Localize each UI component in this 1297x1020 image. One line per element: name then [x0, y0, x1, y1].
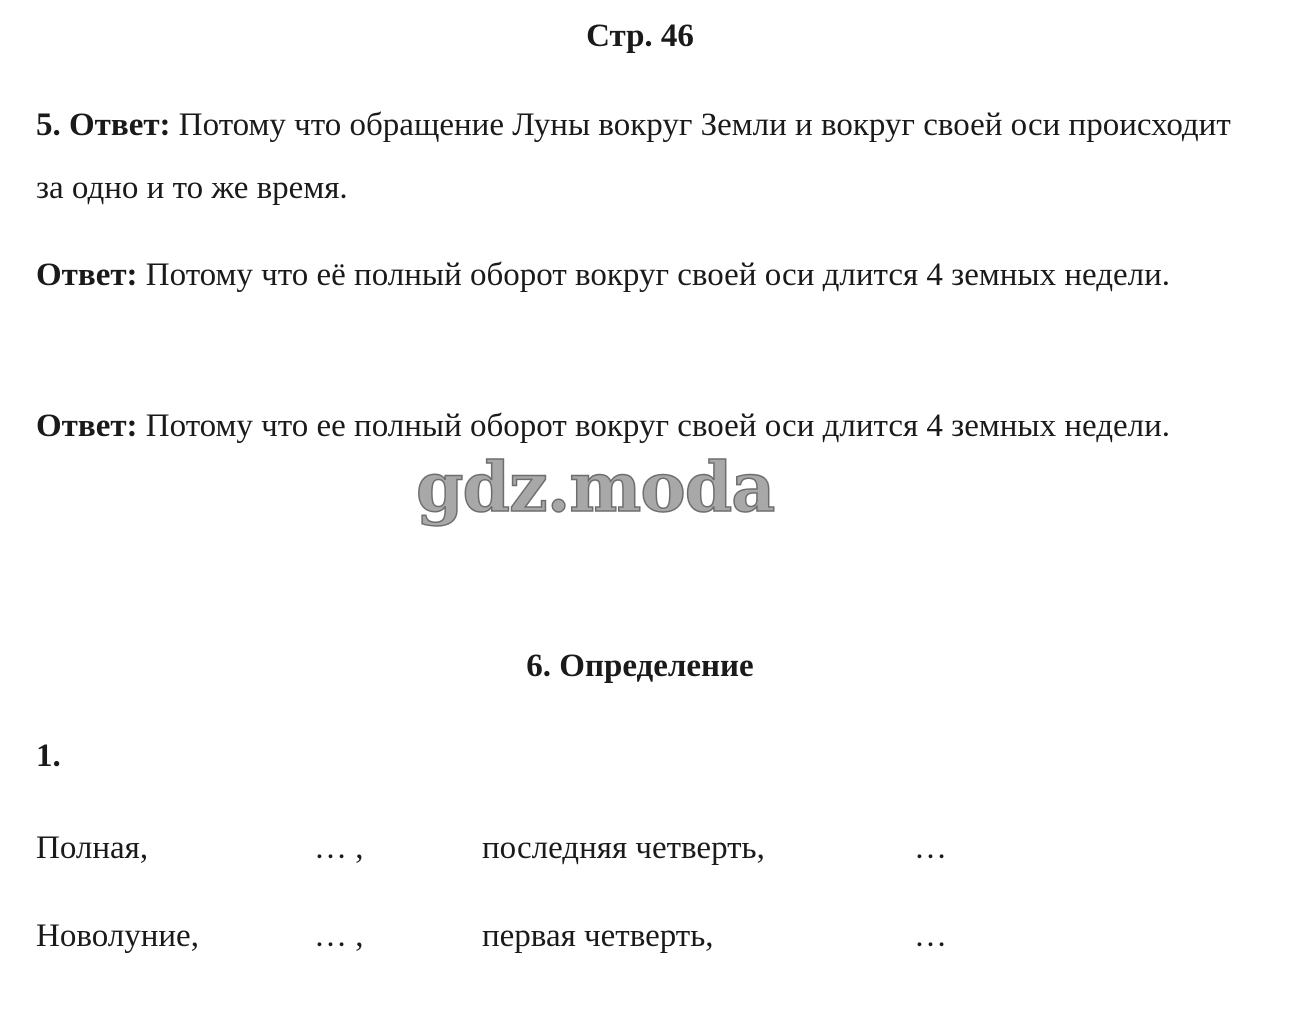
- answer-alt-1-paragraph: [36, 244, 1236, 307]
- answer-alt-1-label: Ответ:: [36, 257, 138, 293]
- phase-cell: последняя четверть,: [482, 830, 765, 866]
- answer-alt-2-text: Потому что ее полный оборот вокруг своей оси длится 4 земных недели.: [137, 408, 1171, 444]
- phase-row: [0, 826, 1297, 870]
- answer-5-text: Потому что обращение Луны вокруг Земли и вокруг своей оси происходит за одно и то же время.: [36, 107, 1231, 206]
- section-6-title: 6. Определение: [526, 648, 754, 684]
- phase-blank: … ,: [314, 918, 364, 954]
- answer-alt-2-label: Ответ:: [36, 408, 138, 444]
- phase-cell: Новолуние,: [36, 918, 199, 954]
- answer-5-label: 5. Ответ:: [36, 107, 171, 143]
- phase-cell: первая четверть,: [482, 918, 714, 954]
- phase-blank: …: [914, 918, 947, 954]
- answer-5-paragraph: [36, 94, 1236, 220]
- item-number: 1.: [36, 738, 61, 774]
- phase-blank: … ,: [314, 830, 364, 866]
- phase-cell: Полная,: [36, 830, 149, 866]
- page-title: Стр. 46: [586, 18, 694, 54]
- watermark-logo: gdz.moda: [416, 448, 775, 528]
- answer-alt-1-text: Потому что её полный оборот вокруг своей оси длится 4 земных недели.: [137, 257, 1171, 293]
- phase-row: [0, 914, 1297, 958]
- phase-blank: …: [914, 830, 947, 866]
